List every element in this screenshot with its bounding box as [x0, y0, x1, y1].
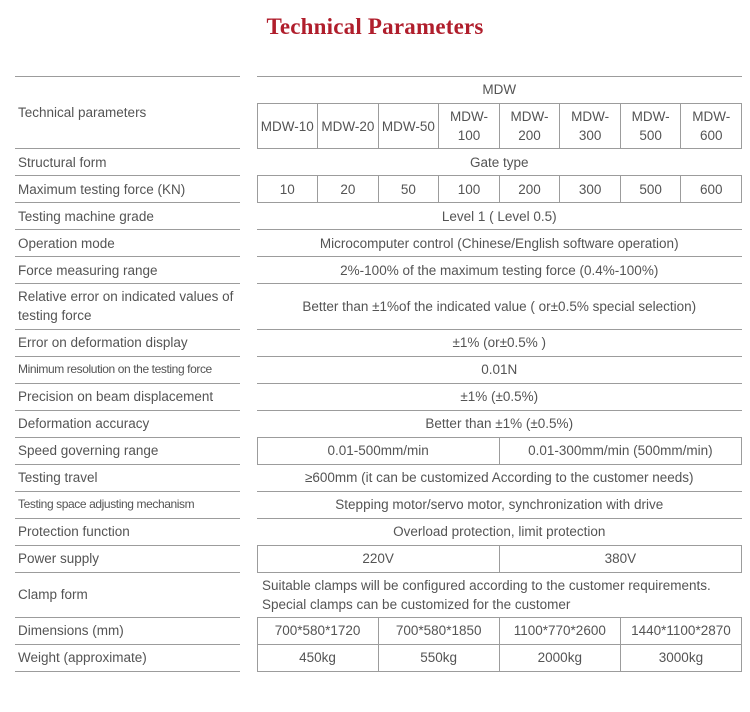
table-row-min-resolution [15, 356, 742, 383]
speed-range-cell: 0.01-300mm/min (500mm/min) [499, 437, 741, 464]
max-force-cell: 100 [439, 176, 500, 203]
table-row-protection [15, 518, 742, 545]
speed-range-cell: 0.01-500mm/min [257, 437, 499, 464]
column-gap [240, 410, 257, 437]
beam-precision-value-cell: ±1% (±0.5%) [257, 383, 742, 410]
table-row-deformation-accuracy [15, 410, 742, 437]
model-cell: MDW-100 [439, 104, 500, 149]
model-cell: MDW-20 [318, 104, 379, 149]
row-label-protection: Protection function [15, 518, 240, 545]
row-label-testing-travel: Testing travel [15, 464, 240, 491]
table-row-power-supply [15, 545, 742, 572]
weight-cell: 3000kg [620, 644, 741, 671]
row-label-weight: Weight (approximate) [15, 644, 240, 671]
row-label-grade: Testing machine grade [15, 203, 240, 230]
table-row-space-adjusting [15, 491, 742, 518]
model-cell: MDW-500 [620, 104, 681, 149]
model-cell: MDW-600 [681, 104, 742, 149]
model-cell: MDW-300 [560, 104, 621, 149]
max-force-cell: 300 [560, 176, 621, 203]
weight-cell: 2000kg [499, 644, 620, 671]
table-row-clamp-form [15, 572, 742, 617]
row-label-clamp-form: Clamp form [15, 572, 240, 617]
row-label-max-force: Maximum testing force (KN) [15, 176, 240, 203]
max-force-cell: 500 [620, 176, 681, 203]
column-gap [240, 545, 257, 572]
page-title: Technical Parameters [266, 14, 484, 39]
dimensions-cell: 700*580*1850 [378, 617, 499, 644]
testing-travel-value-cell: ≥600mm (it can be customized According to the customer needs) [257, 464, 742, 491]
column-gap [240, 491, 257, 518]
row-label-deformation-accuracy: Deformation accuracy [15, 410, 240, 437]
row-label-beam-precision: Precision on beam displacement [15, 383, 240, 410]
column-gap [240, 149, 257, 176]
dimensions-cell: 1440*1100*2870 [620, 617, 741, 644]
table-row-operation-mode [15, 230, 742, 257]
column-gap [240, 464, 257, 491]
technical-parameters-table [15, 76, 742, 672]
table-row-speed-range [15, 437, 742, 464]
table-row-beam-precision [15, 383, 742, 410]
table-row-dimensions [15, 617, 742, 644]
row-label-power-supply: Power supply [15, 545, 240, 572]
column-gap [240, 230, 257, 257]
column-gap [240, 518, 257, 545]
structural-form-value-cell: Gate type [257, 149, 742, 176]
table-row-series-header [15, 77, 742, 104]
row-label-min-resolution: Minimum resolution on the testing force [15, 356, 240, 383]
max-force-cell: 200 [499, 176, 560, 203]
table-row-force-range [15, 257, 742, 284]
column-gap [240, 383, 257, 410]
row-label-speed-range: Speed governing range [15, 437, 240, 464]
table-row-max-force [15, 176, 742, 203]
row-label-force-range: Force measuring range [15, 257, 240, 284]
max-force-cell: 50 [378, 176, 439, 203]
table-row-testing-travel [15, 464, 742, 491]
row-label-structural-form: Structural form [15, 149, 240, 176]
max-force-cell: 600 [681, 176, 742, 203]
table-row-grade [15, 203, 742, 230]
model-cell: MDW-10 [257, 104, 318, 149]
max-force-cell: 20 [318, 176, 379, 203]
model-cell: MDW-50 [378, 104, 439, 149]
deformation-accuracy-value-cell: Better than ±1% (±0.5%) [257, 410, 742, 437]
model-cell: MDW-200 [499, 104, 560, 149]
column-gap [240, 77, 257, 149]
table-row-weight [15, 644, 742, 671]
min-resolution-value-cell: 0.01N [257, 356, 742, 383]
row-label-space-adjusting: Testing space adjusting mechanism [15, 491, 240, 518]
operation-mode-value-cell: Microcomputer control (Chinese/English software operation) [257, 230, 742, 257]
column-gap [240, 356, 257, 383]
row-label-relative-error: Relative error on indicated values of testing force [15, 284, 240, 329]
clamp-form-value-cell: Suitable clamps will be configured according to the customer requirements. Special clamps can be customized for the customer [257, 572, 742, 617]
column-gap [240, 203, 257, 230]
column-gap [240, 617, 257, 644]
dimensions-cell: 700*580*1720 [257, 617, 378, 644]
grade-value-cell: Level 1 ( Level 0.5) [257, 203, 742, 230]
column-gap [240, 644, 257, 671]
dimensions-cell: 1100*770*2600 [499, 617, 620, 644]
row-label-operation-mode: Operation mode [15, 230, 240, 257]
space-adjusting-value-cell: Stepping motor/servo motor, synchronization with drive [257, 491, 742, 518]
weight-cell: 550kg [378, 644, 499, 671]
force-range-value-cell: 2%-100% of the maximum testing force (0.4%-100%) [257, 257, 742, 284]
column-gap [240, 437, 257, 464]
weight-cell: 450kg [257, 644, 378, 671]
column-gap [240, 572, 257, 617]
table-row-structural-form [15, 149, 742, 176]
row-label-deformation-error: Error on deformation display [15, 329, 240, 356]
max-force-cell: 10 [257, 176, 318, 203]
series-name-cell: MDW [257, 77, 742, 104]
relative-error-value-cell: Better than ±1%of the indicated value ( or±0.5% special selection) [257, 284, 742, 329]
row-label-technical-parameters: Technical parameters [15, 77, 240, 149]
column-gap [240, 257, 257, 284]
table-row-relative-error [15, 284, 742, 329]
row-label-dimensions: Dimensions (mm) [15, 617, 240, 644]
column-gap [240, 284, 257, 329]
protection-value-cell: Overload protection, limit protection [257, 518, 742, 545]
power-supply-cell: 220V [257, 545, 499, 572]
column-gap [240, 176, 257, 203]
table-row-deformation-error [15, 329, 742, 356]
deformation-error-value-cell: ±1% (or±0.5% ) [257, 329, 742, 356]
column-gap [240, 329, 257, 356]
power-supply-cell: 380V [499, 545, 741, 572]
